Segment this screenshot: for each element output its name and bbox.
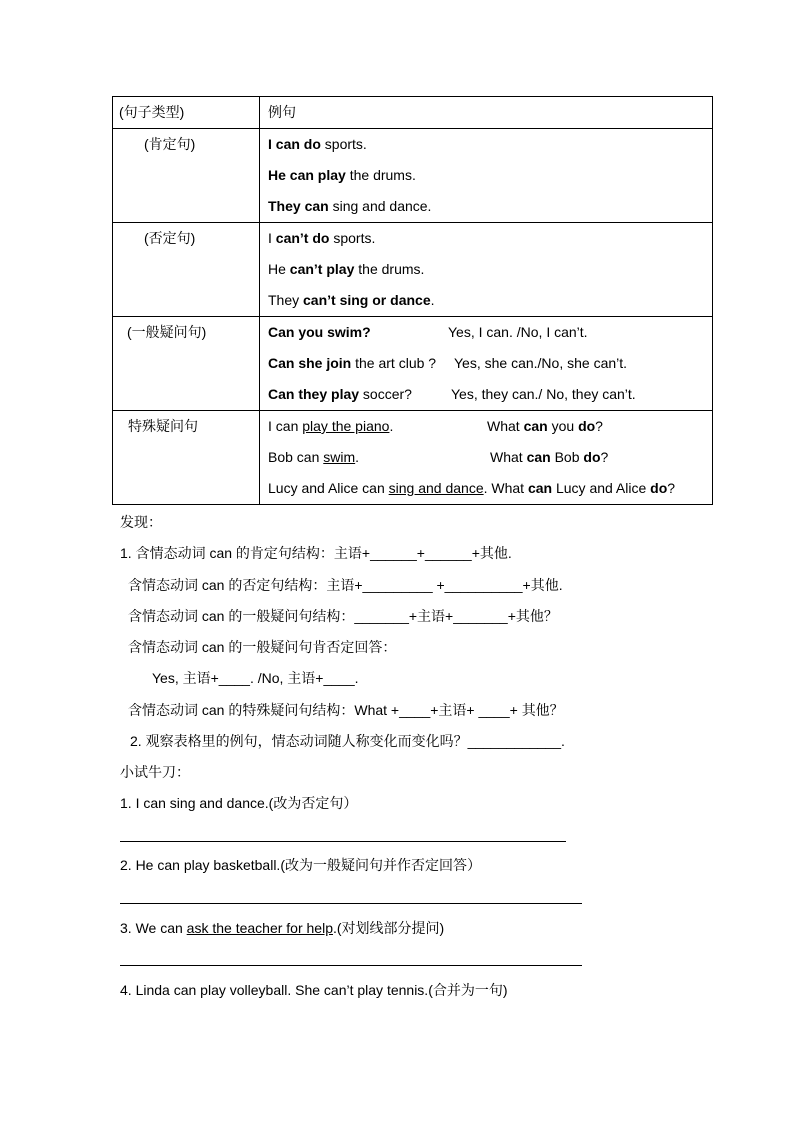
question-text [490, 442, 608, 473]
example-cell-question [260, 317, 713, 411]
bold-part: Can they play [268, 386, 360, 402]
plain-part: the drums. [345, 167, 416, 183]
plain-part: I can [268, 418, 303, 434]
answer-text: Yes, I can. /No, I can’t. [448, 324, 588, 340]
bold-part: can [523, 418, 548, 434]
plain-part: I [268, 230, 276, 246]
plain-part: What [490, 449, 527, 465]
discovery-line-4: 含情态动词 can 的一般疑问句肯否定回答： [128, 639, 397, 655]
bold-part: can’t play [289, 261, 355, 277]
plain-part: Bob [550, 449, 584, 465]
plain-part: . [389, 418, 394, 434]
example-line [260, 129, 712, 160]
type-cell-affirmative [113, 129, 260, 223]
plain-part: . [355, 449, 360, 465]
example-line [260, 411, 712, 442]
answer-text: Yes, they can./ No, they can’t. [451, 386, 636, 402]
example-line [260, 285, 712, 316]
plain-part: They [268, 292, 304, 308]
example-line [260, 191, 712, 222]
table-row-negative [113, 223, 713, 317]
discovery-line-3: 含情态动词 can 的一般疑问句结构：_______+主语+_______+其他？ [128, 608, 558, 624]
underlined-part: swim [323, 449, 356, 465]
plain-part: ? [595, 418, 603, 434]
type-cell-special [113, 411, 260, 505]
type-cell-negative [113, 223, 260, 317]
example-line [260, 473, 712, 504]
discovery-heading: 发现： [120, 514, 162, 530]
type-label-question: (一般疑问句) [127, 324, 207, 340]
answer-line-3[interactable] [120, 965, 582, 966]
type-label-affirmative: (肯定句) [144, 136, 196, 152]
type-label-negative: (否定句) [144, 230, 196, 246]
plain-part: soccer? [359, 386, 412, 402]
table-row-question [113, 317, 713, 411]
bold-part: They can [268, 198, 329, 214]
underlined-part: play the piano [302, 418, 390, 434]
plain-part: He [268, 261, 290, 277]
example-cell-affirmative [260, 129, 713, 223]
example-line [260, 160, 712, 191]
table-row-affirmative [113, 129, 713, 223]
example-cell-special [260, 411, 713, 505]
discovery-line-1: 1. 含情态动词 can 的肯定句结构：主语+______+______+其他. [120, 545, 512, 561]
table-header-row [113, 97, 713, 129]
plain-part: ? [667, 480, 676, 496]
bold-part: can’t sing or dance [303, 292, 431, 308]
bold-part: do [650, 480, 668, 496]
plain-part: sports. [320, 136, 367, 152]
bold-part: Can you swim? [268, 324, 371, 340]
question-text [487, 411, 603, 442]
practice-heading: 小试牛刀： [120, 764, 190, 780]
discovery-line-5: Yes, 主语+____. /No, 主语+____. [152, 670, 359, 686]
bold-part: do [578, 418, 596, 434]
plain-part: Lucy and Alice [552, 480, 651, 496]
plain-part: . [430, 292, 435, 308]
practice-question-4: 4. Linda can play volleyball. She can’t play tennis.(合并为一句) [120, 982, 508, 998]
bold-part: Can she join [268, 355, 352, 371]
bold-part: can [527, 480, 553, 496]
header-type-cell [113, 97, 260, 129]
example-line [260, 379, 712, 410]
example-line [260, 442, 712, 473]
plain-part: Lucy and Alice can [268, 480, 389, 496]
header-type-label: (句子类型) [119, 104, 185, 120]
example-line [260, 254, 712, 285]
underlined-part: ask the teacher for help [186, 920, 333, 936]
underlined-part: sing and dance [388, 480, 484, 496]
answer-text: Yes, she can./No, she can’t. [454, 355, 628, 371]
example-line [260, 317, 712, 348]
answer-line-2[interactable] [120, 903, 582, 904]
grammar-table [112, 96, 713, 505]
bold-part: He can play [268, 167, 346, 183]
plain-part: Bob can [268, 449, 324, 465]
bold-part: I can do [268, 136, 321, 152]
example-line [260, 348, 712, 379]
header-example-label: 例句 [268, 104, 296, 120]
plain-part: the drums. [354, 261, 425, 277]
plain-part: 3. We can [120, 920, 187, 936]
plain-part: the art club ? [351, 355, 437, 371]
plain-part: .(对划线部分提问) [332, 920, 445, 936]
plain-part: . What [483, 480, 528, 496]
plain-part: sing and dance. [328, 198, 432, 214]
bold-part: can’t do [275, 230, 330, 246]
bold-part: can [526, 449, 551, 465]
discovery-line-7: 2. 观察表格里的例句，情态动词随人称变化而变化吗？____________. [130, 733, 565, 749]
type-label-special: 特殊疑问句 [128, 418, 198, 434]
practice-question-2: 2. He can play basketball.(改为一般疑问句并作否定回答） [120, 857, 481, 873]
practice-question-3 [120, 918, 444, 938]
header-example-cell [260, 97, 713, 129]
example-line [260, 223, 712, 254]
bold-part: do [583, 449, 601, 465]
practice-question-1: 1. I can sing and dance.(改为否定句） [120, 795, 358, 811]
example-cell-negative [260, 223, 713, 317]
plain-part: you [547, 418, 579, 434]
type-cell-question [113, 317, 260, 411]
discovery-line-6: 含情态动词 can 的特殊疑问句结构：What +____+主语+ ____+ 其他？ [128, 702, 564, 718]
plain-part: What [487, 418, 524, 434]
table-row-special [113, 411, 713, 505]
plain-part: ? [600, 449, 609, 465]
discovery-line-2: 含情态动词 can 的否定句结构：主语+_________ +__________+其他. [128, 577, 563, 593]
plain-part: sports. [329, 230, 376, 246]
answer-line-1[interactable] [120, 841, 566, 842]
